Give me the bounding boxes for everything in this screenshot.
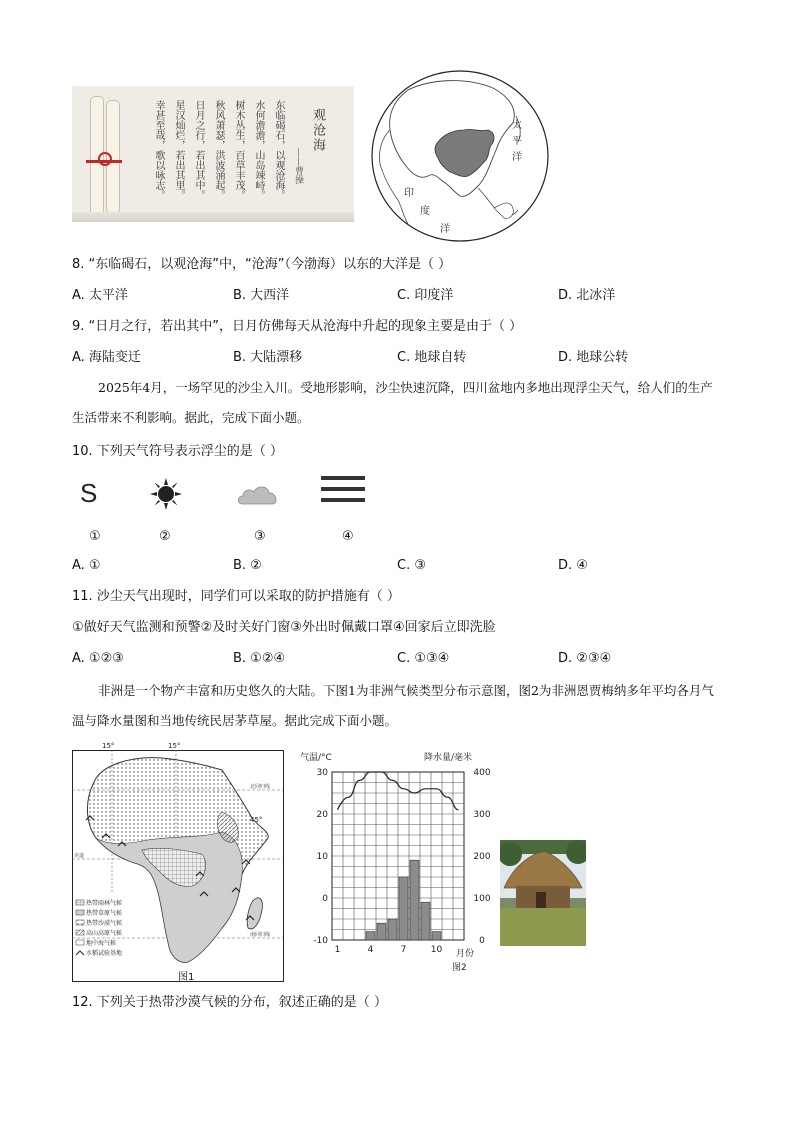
precip-bar xyxy=(399,877,408,940)
q11-option-c[interactable]: C. ①③④ xyxy=(397,651,450,666)
equator-label: 赤道 xyxy=(74,853,85,859)
legend-highland: 高山高原气候 xyxy=(86,930,123,937)
precip-bar xyxy=(366,932,375,940)
y-right-tick: 100 xyxy=(473,894,491,904)
x-tick: 7 xyxy=(400,945,407,955)
legend-rice-site: 水稻试验基地 xyxy=(86,950,123,957)
question-10: 10. 下列天气符号表示浮尘的是（ ） xyxy=(72,444,283,459)
precip-bar xyxy=(388,919,397,940)
legend-mediterranean: 地中海气候 xyxy=(86,940,117,947)
globe-map xyxy=(368,68,552,244)
symbol-label-3: ③ xyxy=(254,529,266,544)
africa-climate-map xyxy=(72,742,284,982)
figure-2-caption: 图2 xyxy=(452,963,467,973)
lon-label-west: 15° xyxy=(102,742,115,750)
lon-label-east: 15° xyxy=(168,742,181,750)
q11-option-a[interactable]: A. ①②③ xyxy=(72,651,124,666)
poem-line: 幸甚至哉，歌以咏志。 xyxy=(153,100,164,200)
poem-line: 秋风萧瑟，洪波涌起。 xyxy=(213,100,224,200)
poem-author: ——曹操 xyxy=(293,148,303,184)
q10-option-c[interactable]: C. ③ xyxy=(397,558,426,573)
q9-option-c[interactable]: C. 地球自转 xyxy=(397,350,467,365)
symbol-label-1: ① xyxy=(89,529,101,544)
lon-45-label: 45° xyxy=(250,816,263,824)
q11-measures: ①做好天气监测和预警②及时关好门窗③外出时佩戴口罩④回家后立即洗脸 xyxy=(72,620,496,635)
q8-option-a[interactable]: A. 太平洋 xyxy=(72,288,128,303)
indian-label-1: 印 xyxy=(404,188,414,199)
precip-bar xyxy=(410,860,419,940)
y-left-tick: -10 xyxy=(313,936,328,946)
indian-label-3: 洋 xyxy=(440,224,450,235)
question-12: 12. 下列关于热带沙漠气候的分布，叙述正确的是（ ） xyxy=(72,995,387,1010)
y-left-tick: 10 xyxy=(316,852,328,862)
legend-desert: 热带沙漠气候 xyxy=(86,920,123,927)
y-right-tick: 300 xyxy=(473,810,491,820)
y-left-tick: 30 xyxy=(316,768,328,778)
pacific-label-2: 平 xyxy=(512,136,522,147)
x-axis-label: 月份 xyxy=(456,949,475,959)
poem-line: 东临碣石，以观沧海。 xyxy=(273,100,284,200)
symbol-label-2: ② xyxy=(159,529,171,544)
x-tick: 4 xyxy=(367,945,374,955)
poem-title: 观沧海 xyxy=(310,108,325,153)
fog-lines-icon xyxy=(321,474,365,504)
symbol-s-icon: S xyxy=(80,478,98,508)
indian-label-2: 度 xyxy=(420,206,430,217)
symbol-label-4: ④ xyxy=(342,529,354,544)
x-tick: 10 xyxy=(430,945,443,955)
poem-line: 日月之行，若出其中。 xyxy=(193,100,204,200)
tropic-cancer-label: 北回归线 xyxy=(250,784,271,790)
tropic-capricorn-label: 南回归线 xyxy=(250,932,271,938)
pacific-label-3: 洋 xyxy=(512,152,522,163)
q10-option-a[interactable]: A. ① xyxy=(72,558,101,573)
poem-line: 树木丛生，百草丰茂。 xyxy=(233,100,244,200)
y-left-tick: 20 xyxy=(316,810,328,820)
climate-chart xyxy=(296,746,496,978)
q8-option-c[interactable]: C. 印度洋 xyxy=(397,288,454,303)
y-right-tick: 0 xyxy=(479,936,485,946)
q11-option-b[interactable]: B. ①②④ xyxy=(233,651,286,666)
question-9: 9. “日月之行，若出其中”，日月仿佛每天从沧海中升起的现象主要是由于（ ） xyxy=(72,319,523,334)
precip-bar xyxy=(421,902,430,940)
y-axis-left-label: 气温/°C xyxy=(300,753,332,763)
intro-paragraph-1: 2025年4月，一场罕见的沙尘入川。受地形影响，沙尘快速沉降，四川盆地内多地出现浮尘天气，给人们的生产生活带来不利影响。据此，完成下面小题。 xyxy=(72,380,713,425)
intro-paragraph-2: 非洲是一个物产丰富和历史悠久的大陆。下图1为非洲气候类型分布示意图，图2为非洲恩贾梅纳多年平均各月气温与降水量图和当地传统民居茅草屋。据此完成下面小题。 xyxy=(72,683,714,728)
y-right-tick: 400 xyxy=(473,768,491,778)
q9-option-b[interactable]: B. 大陆漂移 xyxy=(233,350,303,365)
precip-bar xyxy=(377,923,386,940)
figure-1-caption: 图1 xyxy=(178,972,195,983)
haze-sun-icon xyxy=(148,476,184,512)
x-tick: 1 xyxy=(334,945,341,955)
poem-line: 水何澹澹，山岛竦峙。 xyxy=(253,100,264,200)
thatched-hut-photo xyxy=(500,840,586,946)
legend-savanna: 热带草原气候 xyxy=(86,910,123,917)
q9-option-a[interactable]: A. 海陆变迁 xyxy=(72,350,141,365)
legend-rainforest: 热带雨林气候 xyxy=(86,900,123,907)
y-left-tick: 0 xyxy=(322,894,328,904)
q8-option-d[interactable]: D. 北冰洋 xyxy=(558,288,616,303)
pacific-label-1: 太 xyxy=(512,120,522,131)
scroll-icon xyxy=(84,96,124,216)
precip-bar xyxy=(432,932,441,940)
cloud-icon xyxy=(236,482,280,506)
q10-option-d[interactable]: D. ④ xyxy=(558,558,588,573)
q11-option-d[interactable]: D. ②③④ xyxy=(558,651,612,666)
poem-lines xyxy=(144,100,284,215)
q10-option-b[interactable]: B. ② xyxy=(233,558,262,573)
q8-option-b[interactable]: B. 大西洋 xyxy=(233,288,290,303)
poem-scroll-image xyxy=(72,86,354,222)
y-axis-right-label: 降水量/毫米 xyxy=(424,753,473,763)
question-8: 8. “东临碣石，以观沧海”中，“沧海”（今渤海）以东的大洋是（ ） xyxy=(72,257,452,272)
q9-option-d[interactable]: D. 地球公转 xyxy=(558,350,629,365)
question-11: 11. 沙尘天气出现时，同学们可以采取的防护措施有（ ） xyxy=(72,589,400,604)
poem-line: 星汉灿烂，若出其里。 xyxy=(173,100,184,200)
y-right-tick: 200 xyxy=(473,852,491,862)
